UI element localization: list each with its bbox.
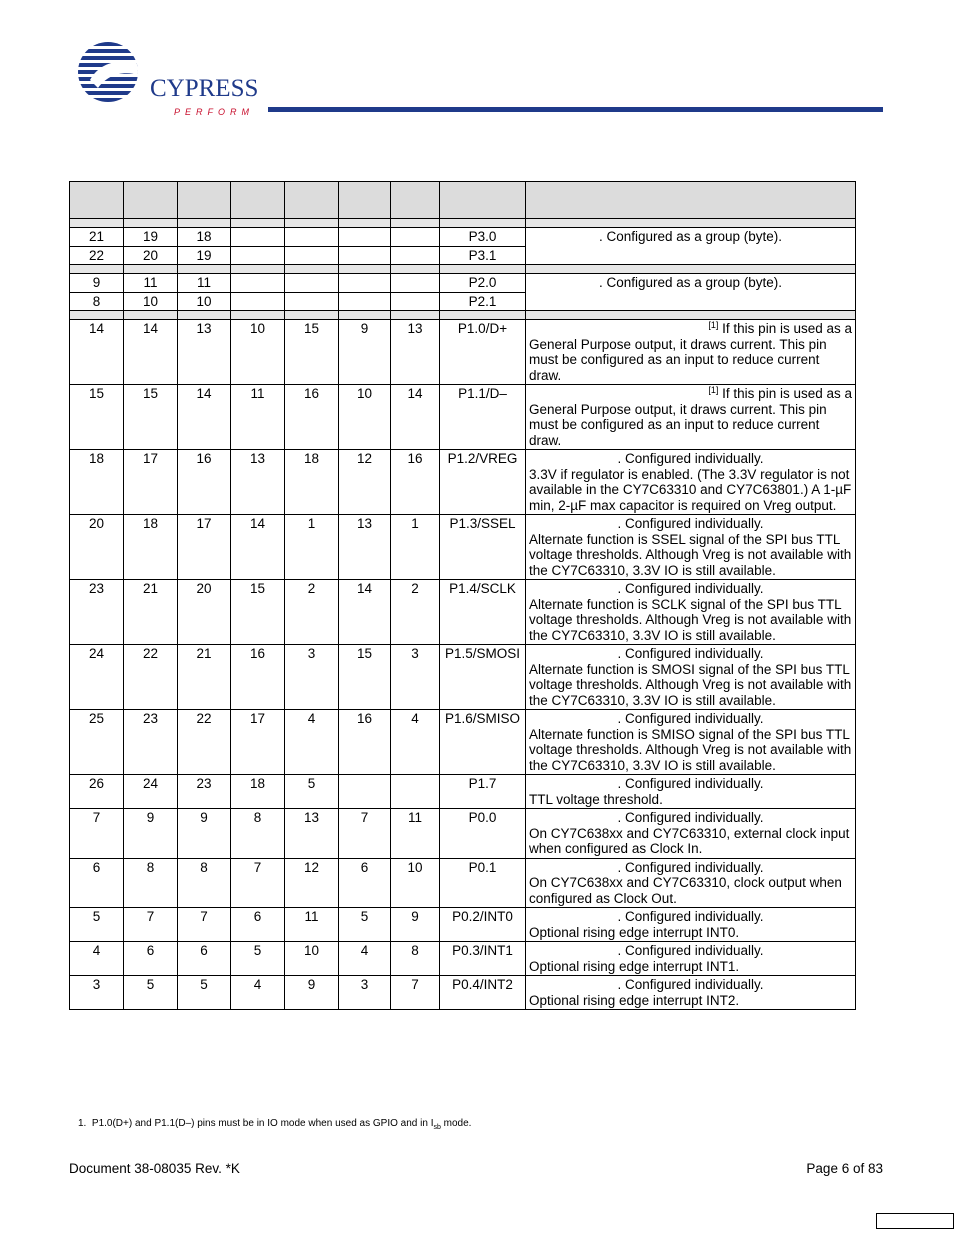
pin-number-cell: 7 <box>391 976 440 1010</box>
separator-cell <box>124 265 178 274</box>
description-lead: . Configured individually. <box>617 711 764 726</box>
pin-number-cell <box>231 228 285 247</box>
pin-name-cell: P1.5/SMOSI <box>440 645 526 710</box>
globe-icon <box>70 42 150 102</box>
description-lead: . Configured individually. <box>617 943 764 958</box>
pin-number-cell: 4 <box>391 710 440 775</box>
table-row <box>70 942 856 976</box>
pin-number-cell: 5 <box>231 942 285 976</box>
description-cell <box>526 385 856 450</box>
pin-number-cell: 7 <box>70 809 124 859</box>
description-text: General Purpose output, it draws current. This pin must be configured as an input to reduce current draw. <box>529 401 827 448</box>
pin-number-cell: 9 <box>70 274 124 293</box>
pin-name-cell: P3.0 <box>440 228 526 247</box>
separator-cell <box>178 219 231 228</box>
pin-number-cell <box>285 246 339 265</box>
pin-number-cell: 7 <box>124 908 178 942</box>
pin-number-cell: 21 <box>124 580 178 645</box>
table-row <box>70 710 856 775</box>
pin-number-cell: 4 <box>339 942 391 976</box>
pin-number-cell: 8 <box>231 809 285 859</box>
pin-number-cell: 15 <box>285 320 339 385</box>
pin-number-cell: 8 <box>70 292 124 311</box>
description-text: Alternate function is SMOSI signal of the SPI bus TTL voltage thresholds. Although Vreg is not available with the CY7C63310, 3.3V IO is still available. <box>529 661 852 708</box>
pin-name-cell: P1.7 <box>440 775 526 809</box>
table-row <box>70 515 856 580</box>
footnote-reference[interactable]: [1] <box>708 385 719 395</box>
table-row <box>70 320 856 385</box>
description-cell <box>526 908 856 942</box>
description-lead: . Configured individually. <box>617 977 764 992</box>
pin-name-cell: P1.6/SMISO <box>440 710 526 775</box>
pin-name-cell: P0.2/INT0 <box>440 908 526 942</box>
pin-number-cell <box>285 292 339 311</box>
pin-number-cell: 18 <box>231 775 285 809</box>
separator-cell <box>231 219 285 228</box>
pin-number-cell: 16 <box>339 710 391 775</box>
separator-cell <box>124 219 178 228</box>
separator-cell <box>285 311 339 320</box>
pin-number-cell <box>285 274 339 293</box>
pin-number-cell: 9 <box>339 320 391 385</box>
description-text: Alternate function is SMISO signal of the SPI bus TTL voltage thresholds. Although Vreg is not available with the CY7C63310, 3.3V IO is still available. <box>529 726 852 773</box>
pin-number-cell: 6 <box>124 942 178 976</box>
pin-number-cell: 6 <box>70 858 124 908</box>
footnote-text-end: mode. <box>440 1118 472 1129</box>
pin-number-cell: 11 <box>178 274 231 293</box>
group-separator-row <box>70 311 856 320</box>
separator-cell <box>391 311 440 320</box>
column-header <box>124 182 178 219</box>
column-header <box>285 182 339 219</box>
pin-number-cell: 10 <box>391 858 440 908</box>
pin-number-cell: 17 <box>124 450 178 515</box>
description-lead: . Configured individually. <box>617 581 764 596</box>
footnote-reference[interactable]: [1] <box>708 320 719 330</box>
pin-number-cell: 12 <box>285 858 339 908</box>
pin-number-cell: 3 <box>285 645 339 710</box>
table-row <box>70 450 856 515</box>
pin-number-cell: 22 <box>178 710 231 775</box>
pin-number-cell: 9 <box>285 976 339 1010</box>
pin-number-cell: 10 <box>124 292 178 311</box>
pin-name-cell: P0.4/INT2 <box>440 976 526 1010</box>
description-cell <box>526 580 856 645</box>
pin-number-cell <box>231 274 285 293</box>
pin-number-cell: 1 <box>391 515 440 580</box>
table-row <box>70 645 856 710</box>
separator-cell <box>391 265 440 274</box>
pin-number-cell: 20 <box>178 580 231 645</box>
pin-number-cell: 15 <box>339 645 391 710</box>
pin-number-cell <box>231 292 285 311</box>
header-rule <box>268 107 883 112</box>
description-cell <box>526 710 856 775</box>
column-header <box>70 182 124 219</box>
pin-number-cell: 10 <box>231 320 285 385</box>
pin-number-cell: 20 <box>70 515 124 580</box>
pin-number-cell <box>339 246 391 265</box>
description-text: Optional rising edge interrupt INT0. <box>529 924 740 940</box>
table-row <box>70 385 856 450</box>
pin-number-cell: 3 <box>339 976 391 1010</box>
pin-number-cell: 17 <box>178 515 231 580</box>
separator-cell <box>231 311 285 320</box>
pin-number-cell: 7 <box>339 809 391 859</box>
pin-number-cell <box>339 775 391 809</box>
pin-number-cell: 9 <box>124 809 178 859</box>
pin-number-cell <box>231 246 285 265</box>
description-text: On CY7C638xx and CY7C63310, external clock input when configured as Clock In. <box>529 825 850 856</box>
pin-number-cell: 6 <box>231 908 285 942</box>
pin-number-cell: 3 <box>70 976 124 1010</box>
pin-number-cell: 8 <box>178 858 231 908</box>
pin-name-cell: P2.1 <box>440 292 526 311</box>
pin-number-cell: 13 <box>391 320 440 385</box>
pin-number-cell: 23 <box>178 775 231 809</box>
description-cell <box>526 274 856 311</box>
pin-number-cell: 10 <box>339 385 391 450</box>
pin-number-cell: 8 <box>391 942 440 976</box>
pin-number-cell: 11 <box>124 274 178 293</box>
pin-name-cell: P3.1 <box>440 246 526 265</box>
pin-number-cell: 24 <box>124 775 178 809</box>
table-row <box>70 809 856 859</box>
pin-number-cell: 7 <box>231 858 285 908</box>
pin-number-cell: 3 <box>391 645 440 710</box>
pin-number-cell: 18 <box>124 515 178 580</box>
pin-number-cell: 14 <box>391 385 440 450</box>
pin-number-cell <box>339 292 391 311</box>
pin-name-cell: P1.3/SSEL <box>440 515 526 580</box>
table-row <box>70 580 856 645</box>
description-cell <box>526 320 856 385</box>
pin-number-cell: 13 <box>285 809 339 859</box>
description-cell <box>526 450 856 515</box>
description-text: TTL voltage threshold. <box>529 791 663 807</box>
separator-cell <box>526 311 856 320</box>
pin-number-cell: 14 <box>178 385 231 450</box>
table-row <box>70 976 856 1010</box>
description-lead: . Configured as a group (byte). <box>598 229 783 244</box>
separator-cell <box>178 311 231 320</box>
separator-cell <box>526 265 856 274</box>
pin-number-cell: 23 <box>124 710 178 775</box>
pin-number-cell: 13 <box>231 450 285 515</box>
pin-number-cell: 22 <box>70 246 124 265</box>
description-lead: . Configured individually. <box>617 646 764 661</box>
pin-number-cell: 14 <box>70 320 124 385</box>
pin-number-cell: 5 <box>339 908 391 942</box>
description-text: General Purpose output, it draws current. This pin must be configured as an input to reduce current draw. <box>529 336 827 383</box>
pin-number-cell: 18 <box>178 228 231 247</box>
description-cell <box>526 775 856 809</box>
pin-number-cell: 5 <box>178 976 231 1010</box>
column-header <box>178 182 231 219</box>
pin-number-cell: 10 <box>285 942 339 976</box>
description-cell <box>526 942 856 976</box>
description-lead: [1] If this pin is used as a <box>708 320 852 336</box>
group-separator-row <box>70 265 856 274</box>
pin-number-cell: 26 <box>70 775 124 809</box>
separator-cell <box>124 311 178 320</box>
pin-number-cell: 23 <box>70 580 124 645</box>
table-header-row <box>70 182 856 219</box>
pin-number-cell: 4 <box>231 976 285 1010</box>
description-lead: . Configured individually. <box>617 776 764 791</box>
description-cell <box>526 228 856 265</box>
pin-number-cell <box>391 228 440 247</box>
pin-number-cell: 16 <box>178 450 231 515</box>
description-text: Optional rising edge interrupt INT1. <box>529 958 740 974</box>
pin-number-cell: 16 <box>391 450 440 515</box>
description-cell <box>526 645 856 710</box>
pin-number-cell: 16 <box>231 645 285 710</box>
description-text: 3.3V if regulator is enabled. (The 3.3V regulator is not available in the CY7C63310 and CY7C63801.) A 1-µF min, 2-µF max capacitor is required on Vreg output. <box>529 466 852 513</box>
pin-name-cell: P0.1 <box>440 858 526 908</box>
column-header <box>391 182 440 219</box>
pin-number-cell: 2 <box>391 580 440 645</box>
footnote-subscript: sb <box>433 1124 441 1131</box>
pin-number-cell: 1 <box>285 515 339 580</box>
pin-number-cell: 18 <box>70 450 124 515</box>
pin-number-cell: 15 <box>124 385 178 450</box>
separator-cell <box>285 265 339 274</box>
pin-number-cell: 22 <box>124 645 178 710</box>
document-number: Document 38-08035 Rev. *K <box>69 1161 240 1176</box>
separator-cell <box>440 311 526 320</box>
group-separator-row <box>70 219 856 228</box>
description-lead: . Configured individually. <box>617 516 764 531</box>
description-lead: [1] If this pin is used as a <box>708 385 852 401</box>
separator-cell <box>70 219 124 228</box>
description-text: Optional rising edge interrupt INT2. <box>529 992 740 1008</box>
separator-cell <box>285 219 339 228</box>
pin-name-cell: P1.1/D– <box>440 385 526 450</box>
pin-number-cell <box>339 274 391 293</box>
table-row <box>70 274 856 293</box>
pin-number-cell: 19 <box>124 228 178 247</box>
pin-name-cell: P1.0/D+ <box>440 320 526 385</box>
separator-cell <box>440 265 526 274</box>
pin-number-cell: 2 <box>285 580 339 645</box>
separator-cell <box>178 265 231 274</box>
column-header <box>231 182 285 219</box>
description-lead: . Configured individually. <box>617 451 764 466</box>
pin-name-cell: P2.0 <box>440 274 526 293</box>
table-row <box>70 228 856 247</box>
logo-tagline: PERFORM <box>174 107 254 117</box>
description-cell <box>526 515 856 580</box>
description-cell <box>526 976 856 1010</box>
pin-number-cell: 14 <box>339 580 391 645</box>
pin-number-cell: 25 <box>70 710 124 775</box>
pin-number-cell: 14 <box>231 515 285 580</box>
pin-number-cell: 16 <box>285 385 339 450</box>
pin-name-cell: P1.4/SCLK <box>440 580 526 645</box>
pin-number-cell: 14 <box>124 320 178 385</box>
description-cell <box>526 858 856 908</box>
description-lead: . Configured individually. <box>617 909 764 924</box>
pin-number-cell: 21 <box>70 228 124 247</box>
pin-number-cell: 8 <box>124 858 178 908</box>
pin-number-cell: 6 <box>339 858 391 908</box>
table-row <box>70 858 856 908</box>
pin-number-cell: 6 <box>178 942 231 976</box>
pin-number-cell: 19 <box>178 246 231 265</box>
description-text: Alternate function is SCLK signal of the SPI bus TTL voltage thresholds. Although Vreg is not available with the CY7C63310, 3.3V IO is still available. <box>529 596 852 643</box>
pin-number-cell: 21 <box>178 645 231 710</box>
pin-number-cell: 9 <box>178 809 231 859</box>
pin-number-cell: 10 <box>178 292 231 311</box>
pin-number-cell: 4 <box>70 942 124 976</box>
separator-cell <box>339 219 391 228</box>
pin-number-cell: 5 <box>124 976 178 1010</box>
description-text: On CY7C638xx and CY7C63310, clock output when configured as Clock Out. <box>529 875 842 906</box>
description-cell <box>526 809 856 859</box>
pin-number-cell: 5 <box>70 908 124 942</box>
pin-name-cell: P0.0 <box>440 809 526 859</box>
pin-number-cell: 20 <box>124 246 178 265</box>
pin-number-cell: 18 <box>285 450 339 515</box>
pin-number-cell: 15 <box>231 580 285 645</box>
pin-number-cell <box>391 274 440 293</box>
pin-number-cell: 17 <box>231 710 285 775</box>
pin-number-cell: 24 <box>70 645 124 710</box>
separator-cell <box>339 311 391 320</box>
separator-cell <box>526 219 856 228</box>
cypress-logo <box>70 40 260 120</box>
pin-number-cell: 11 <box>231 385 285 450</box>
description-lead: . Configured individually. <box>617 859 764 875</box>
column-header <box>440 182 526 219</box>
description-text: Alternate function is SSEL signal of the SPI bus TTL voltage thresholds. Although Vreg is not available with the CY7C63310, 3.3V IO is still available. <box>529 531 852 578</box>
page-number: Page 6 of 83 <box>806 1161 883 1176</box>
pin-number-cell: 15 <box>70 385 124 450</box>
footnote-number: 1. <box>78 1118 87 1129</box>
column-header <box>526 182 856 219</box>
pin-number-cell: 13 <box>339 515 391 580</box>
pin-number-cell <box>391 775 440 809</box>
pin-definitions-table <box>69 181 856 1010</box>
pin-number-cell: 5 <box>285 775 339 809</box>
separator-cell <box>440 219 526 228</box>
separator-cell <box>391 219 440 228</box>
column-header <box>339 182 391 219</box>
table-row <box>70 775 856 809</box>
separator-cell <box>339 265 391 274</box>
pin-name-cell: P0.3/INT1 <box>440 942 526 976</box>
pin-number-cell <box>391 246 440 265</box>
pin-number-cell: 7 <box>178 908 231 942</box>
feedback-box[interactable] <box>876 1213 954 1229</box>
pin-number-cell <box>391 292 440 311</box>
footnote-text: P1.0(D+) and P1.1(D–) pins must be in IO mode when used as GPIO and in I <box>91 1118 434 1129</box>
pin-number-cell <box>339 228 391 247</box>
pin-number-cell: 11 <box>285 908 339 942</box>
pin-name-cell: P1.2/VREG <box>440 450 526 515</box>
separator-cell <box>70 265 124 274</box>
logo-wordmark: CYPRESS <box>150 75 259 102</box>
footnote <box>78 1118 471 1131</box>
pin-number-cell: 11 <box>391 809 440 859</box>
separator-cell <box>231 265 285 274</box>
pin-number-cell: 12 <box>339 450 391 515</box>
separator-cell <box>70 311 124 320</box>
description-lead: . Configured individually. <box>617 810 764 825</box>
pin-number-cell <box>285 228 339 247</box>
pin-number-cell: 13 <box>178 320 231 385</box>
table-row <box>70 908 856 942</box>
description-lead: . Configured as a group (byte). <box>598 275 783 290</box>
pin-number-cell: 4 <box>285 710 339 775</box>
pin-number-cell: 9 <box>391 908 440 942</box>
